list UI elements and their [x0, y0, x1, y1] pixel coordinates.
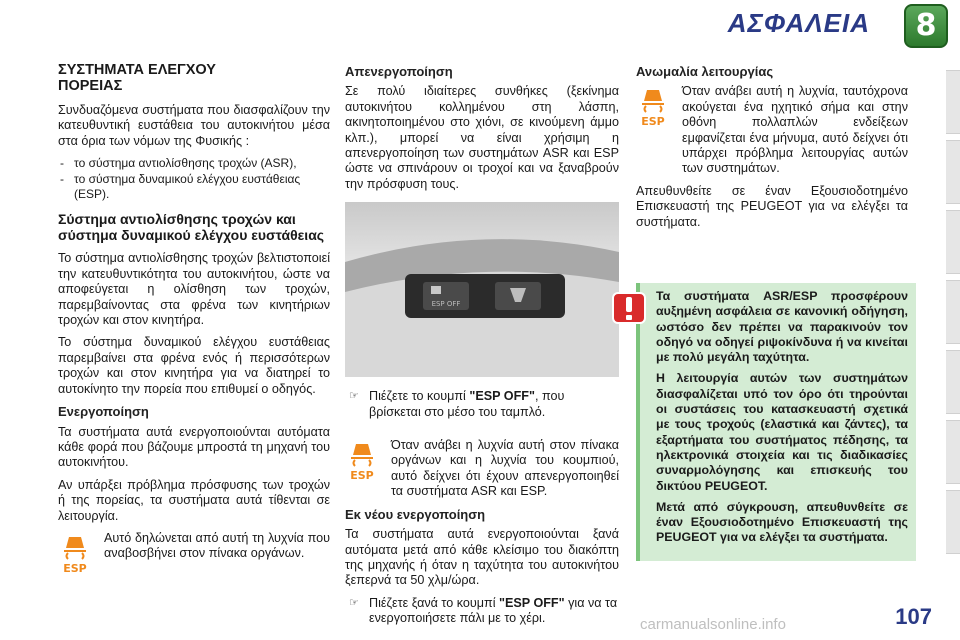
press-instruction: [345, 596, 619, 627]
lamp-note: [345, 438, 619, 500]
press-instruction: [345, 389, 619, 420]
esp-warning-lamp-icon: [60, 535, 90, 575]
chapter-badge: 8: [904, 4, 948, 48]
lamp-note: [636, 84, 908, 176]
paragraph: Τα συστήματα αυτά ενεργοποιούνται αυτόματα κάθε φορά που βάζουμε μπροστά τη μηχανή του αυτοκινήτου.: [58, 424, 330, 470]
column-middle: [345, 62, 619, 627]
page-number: 107: [895, 604, 932, 629]
dashboard-photo: [345, 202, 619, 377]
warning-box: [636, 283, 916, 561]
intro-text: Συνδυαζόμενα συστήματα που διασφαλίζουν την κατευθυντική ευστάθεια του αυτοκινήτου μέσα στα όρια των νόμων της Φυσικής :: [58, 103, 330, 148]
edge-tab: [946, 490, 960, 554]
paragraph: Τα συστήματα αυτά ενεργοποιούνται ξανά αυτόματα μετά από κάθε κλείσιμο του διακόπτη της μηχανής ή όταν η ταχύτητα του αυτοκινήτου ξεπερνά τα 50 χλμ/ώρα.: [345, 527, 619, 588]
paragraph: Σε πολύ ιδιαίτερες συνθήκες (ξεκίνημα αυτοκινήτου κολλημένου στη λάσπη, ακινητοποιημένου στο χιόνι, σε κινούμενη άμμο κλπ.), μπορεί να είναι χρήσιμη η απενεργοποίηση των συστημάτων ASR και ESP ώστε να σπινάρουν οι τροχοί και να ξαναβρούν την πρόσφυση τους.: [345, 84, 619, 191]
paragraph: Το σύστημα αντιολίσθησης τροχών βελτιστοποιεί την κατευθυντικότητα του αυτοκινήτου, ώστε να αποφεύγεται η ολίσθηση των τροχών, παρεμβαίνοντας στα φρένα των κινητήριων τροχών και στον κινητήρα.: [58, 251, 330, 328]
esp-warning-lamp-icon: [347, 442, 377, 482]
svg-text:ESP: ESP: [63, 561, 87, 575]
lamp-description: Αυτό δηλώνεται από αυτή τη λυχνία που αναβοσβήνει στον πίνακα οργάνων.: [104, 530, 330, 561]
list-item: - το σύστημα αντιολίσθησης τροχών (ASR),: [58, 156, 330, 171]
activation-heading: Ενεργοποίηση: [58, 404, 149, 420]
column-left: [58, 62, 330, 589]
instruction-text: για να τα ενεργοποιήσετε πάλι με το χέρι.: [369, 595, 618, 626]
esp-warning-lamp-icon: [638, 88, 668, 128]
malfunction-description: Όταν ανάβει αυτή η λυχνία, ταυτόχρονα ακούγεται ένα ηχητικό σήμα και στην οθόνη πολλαπλών ενδείξεων εμφανίζεται ένα μήνυμα, αυτό δείχνει ότι υπάρχει πρόβλημα λειτουργίας αυτών των συστημάτων.: [682, 84, 908, 176]
pointing-hand-icon: ☞: [349, 596, 359, 609]
paragraph: Απευθυνθείτε σε έναν Εξουσιοδοτημένο Επισκευαστή της PEUGEOT για να ελέγξει τα συστήματα.: [636, 183, 908, 229]
watermark: carmanualsonline.info: [640, 616, 786, 633]
instruction-text: Πιέζετε ξανά το κουμπί: [369, 595, 499, 610]
deactivation-heading: Απενεργοποίηση: [345, 64, 453, 79]
paragraph: Το σύστημα δυναμικού ελέγχου ευστάθειας παρεμβαίνει στα φρένα ενός ή περισσότερων τροχών και στον κινητήρα για να διατηρεί το αυτοκίνητο την πορεία που επιθυμεί ο οδηγός.: [58, 335, 330, 396]
lamp-description: Όταν ανάβει η λυχνία αυτή στον πίνακα οργάνων και η λυχνία του κουμπιού, αυτό δείχνει ότι έχουν απενεργοποιηθεί τα συστήματα ASR και ESP.: [391, 438, 619, 499]
button-name: "ESP OFF": [469, 389, 535, 404]
edge-tab: [946, 210, 960, 274]
page-header: [0, 0, 960, 46]
reactivation-heading: Εκ νέου ενεργοποίηση: [345, 506, 486, 522]
edge-tab: [946, 70, 960, 134]
paragraph: Αν υπάρξει πρόβλημα πρόσφυσης των τροχών ή της πορείας, τα συστήματα αυτά τίθενται σε λειτουργία.: [58, 477, 330, 523]
instruction-text: Πιέζετε το κουμπί: [369, 389, 470, 404]
edge-tab: [946, 350, 960, 414]
svg-text:ESP: ESP: [641, 115, 665, 129]
instruction-text: , που βρίσκεται στο μέσο του ταμπλό.: [369, 389, 565, 419]
warning-paragraph: Η λειτουργία αυτών των συστημάτων διασφαλίζεται υπό τον όρο ότι τηρούνται οι συστάσεις του κατασκευαστή σχετικά με τους τροχούς (ελαστικά και ζάντες), τα εξαρτήματα του συστήματος πέδησης, τα ηλεκτρονικά στοιχεία και τις διαδικασίες συναρμολόγησης και επισκευής του δικτύου PEUGEOT.: [656, 371, 908, 493]
subheading: Σύστημα αντιολίσθησης τροχών και σύστημα δυναμικού ελέγχου ευστάθειας: [58, 211, 325, 244]
exclamation-warning-icon: [612, 292, 646, 324]
button-name: "ESP OFF": [499, 595, 565, 610]
malfunction-heading: Ανωμαλία λειτουργίας: [636, 64, 774, 79]
list-item: - το σύστημα δυναμικού ελέγχου ευστάθειας (ESP).: [58, 172, 330, 203]
systems-list: [58, 156, 330, 202]
main-heading: ΣΥΣΤΗΜΑΤΑ ΕΛΕΓΧΟΥ ΠΟΡΕΙΑΣ: [58, 62, 216, 94]
esp-off-button-label: ESP OFF: [431, 300, 461, 309]
column-right: [636, 62, 908, 237]
edge-tab: [946, 420, 960, 484]
edge-tab: [946, 280, 960, 344]
section-title: ΑΣΦΑΛΕΙΑ: [727, 8, 870, 38]
pointing-hand-icon: ☞: [349, 390, 359, 403]
warning-paragraph: Τα συστήματα ASR/ESP προσφέρουν αυξημένη ασφάλεια σε κανονική οδήγηση, ωστόσο δεν πρέπει να παρακινούν τον οδηγό να οδηγεί ριψοκίνδυνα ή να κινείται με πολύ μεγάλη ταχύτητα.: [656, 289, 908, 365]
warning-paragraph: Μετά από σύγκρουση, απευθυνθείτε σε έναν Εξουσιοδοτημένο Επισκευαστή της PEUGEOT για να ελέγξει τα συστήματα.: [656, 499, 908, 545]
lamp-note: [58, 531, 330, 583]
dashboard-photo-image: [345, 202, 619, 377]
edge-tab: [946, 140, 960, 204]
svg-text:ESP: ESP: [350, 469, 374, 483]
